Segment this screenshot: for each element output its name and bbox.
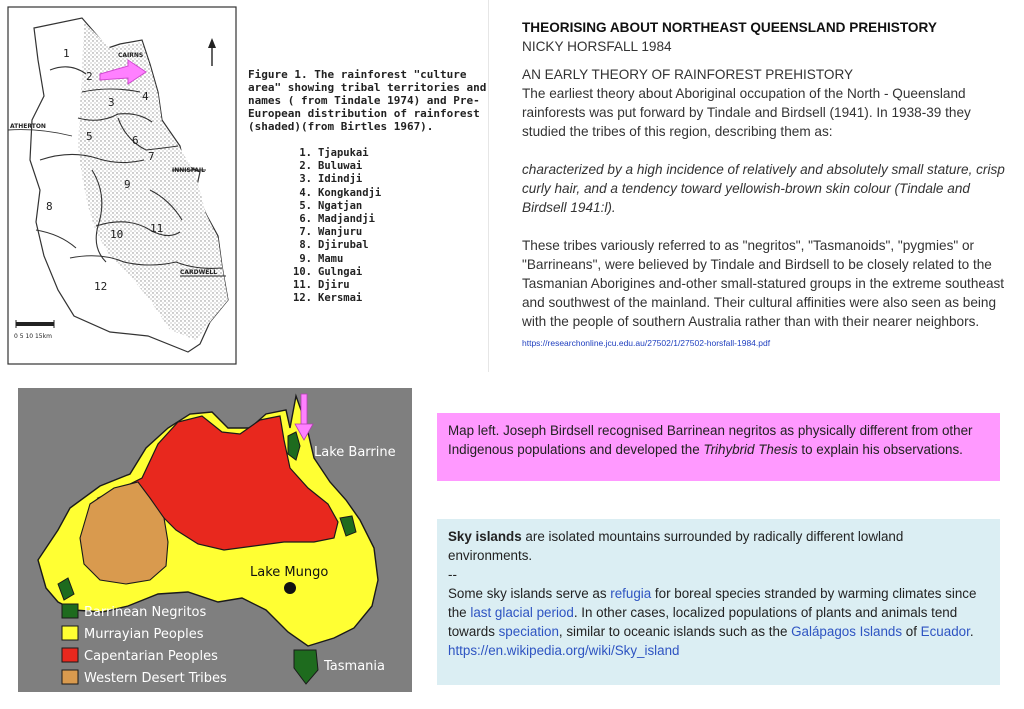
tribe-item <box>290 160 381 173</box>
tribe-item <box>290 226 381 239</box>
ecuador-link[interactable]: Ecuador <box>920 624 970 639</box>
caption-line: area" showing tribal territories and <box>248 81 487 94</box>
region-3: 3 <box>108 96 115 109</box>
speciation-link[interactable]: speciation <box>498 624 559 639</box>
rainforest-culture-area-figure <box>0 0 489 372</box>
article-author: NICKY HORSFALL 1984 <box>522 39 672 54</box>
tribe-number: 2. <box>299 160 312 173</box>
tribe-item <box>290 200 381 213</box>
tribe-number: 12. <box>293 292 312 305</box>
tribe-item <box>290 187 381 200</box>
tribe-item <box>290 213 381 226</box>
region-9: 9 <box>124 178 131 191</box>
article-paragraph-1: The earliest theory about Aboriginal occupation of the North - Queensland rainforests was put forward by Tindale and Birdsell (1941). In 1938-39 they studied the tribes of this region, describing them as: <box>522 86 971 139</box>
tribe-number: 3. <box>299 173 312 186</box>
legend-swatch <box>62 604 78 618</box>
lake-mungo-marker <box>284 582 296 594</box>
region-1: 1 <box>63 47 70 60</box>
label-lake-mungo: Lake Mungo <box>250 565 329 580</box>
tribe-name: Mamu <box>318 252 344 265</box>
legend-swatch <box>62 626 78 640</box>
caption-line: (shaded)(from Birtles 1967). <box>248 120 434 133</box>
article-title: THEORISING ABOUT NORTHEAST QUEENSLAND PREHISTORY <box>522 20 937 35</box>
legend-label: Western Desert Tribes <box>84 671 227 686</box>
region-4: 4 <box>142 90 149 103</box>
tribe-name: Djiru <box>318 279 350 292</box>
region-6: 6 <box>132 134 139 147</box>
tribe-name: Kersmai <box>318 292 363 305</box>
wikipedia-url-link[interactable]: https://en.wikipedia.org/wiki/Sky_island <box>448 643 680 658</box>
tribe-item <box>290 279 381 292</box>
tribe-number: 1. <box>299 147 312 159</box>
region-12: 12 <box>94 280 108 293</box>
tribe-list <box>290 147 381 305</box>
australia-map <box>18 388 412 692</box>
tribe-name: Ngatjan <box>318 199 363 212</box>
tribal-territory-map <box>0 0 488 372</box>
note-text-end: to explain his observations. <box>797 442 963 457</box>
region-11: 11 <box>150 222 164 235</box>
legend-swatch <box>62 670 78 684</box>
map-legend <box>62 604 227 686</box>
scale-label: 0 5 10 15km <box>14 333 52 340</box>
sky-islands-note <box>437 519 1000 685</box>
tribe-name: Gulngai <box>318 265 363 278</box>
legend-swatch <box>62 648 78 662</box>
tribe-item <box>290 147 381 160</box>
sky-islands-detail: Some sky islands serve as refugia for boreal species stranded by warming climates since the last glacial period. In other cases, localized populations of plants and animals tend towards speciation, similar to oceanic islands such as the Galápagos Islands of Ecuador. <box>448 586 977 639</box>
separator: -- <box>448 567 457 582</box>
region-2: 2 <box>86 70 93 83</box>
region-7: 7 <box>148 150 155 163</box>
legend-label: Barrinean Negritos <box>84 605 207 620</box>
label-innisfail: INNISFAIL <box>172 167 205 174</box>
caption-line: European distribution of rainforest <box>248 107 480 120</box>
region-10: 10 <box>110 228 124 241</box>
caption-line: Figure 1. The rainforest "culture <box>248 68 467 81</box>
article-paragraph-2: These tribes variously referred to as "negritos", "Tasmanoids", "pygmies" or "Barrineans", were believed by Tindale and Birdsell to be closely related to the Tasmanian Aborigines and-other small-statured groups in the extreme southeast and southwest of the mainland. Their cultural affinities were also seen as being with the people of southern Australia rather than with their nearer neighbors. <box>522 238 1005 329</box>
tribe-name: Buluwai <box>318 160 363 173</box>
trihybrid-thesis-term: Trihybrid Thesis <box>703 442 798 457</box>
figure-caption <box>248 68 488 133</box>
region-5: 5 <box>86 130 93 143</box>
sky-islands-definition <box>448 527 989 565</box>
article-quote: characterized by a high incidence of relatively and absolutely small stature, crisp curly hair, and a tendency toward yellowish-brown skin colour (Tindale and Birdsell 1941:l). <box>522 162 1005 215</box>
tribe-name: Madjandji <box>318 213 375 226</box>
tribe-number: 11. <box>293 279 312 292</box>
tribe-item <box>290 266 381 279</box>
tribe-name: Idindji <box>318 173 363 186</box>
galapagos-islands-link[interactable]: Galápagos Islands <box>791 624 903 639</box>
north-arrow-icon <box>208 38 216 66</box>
legend-label: Murrayian Peoples <box>84 627 204 642</box>
tribe-number: 5. <box>299 199 312 212</box>
legend-label: Capentarian Peoples <box>84 649 218 664</box>
label-tasmania: Tasmania <box>324 659 385 674</box>
tribe-number: 10. <box>293 265 312 278</box>
tribe-name: Wanjuru <box>318 226 363 239</box>
tribe-number: 8. <box>299 239 312 252</box>
source-link[interactable]: https://researchonline.jcu.edu.au/27502/1/27502-horsfall-1984.pdf <box>522 338 771 348</box>
label-atherton: ATHERTON <box>10 123 46 130</box>
tribe-name: Djirubal <box>318 239 369 252</box>
tribe-number: 6. <box>299 213 312 226</box>
label-cairns: CAIRNS <box>118 52 144 59</box>
australia-map-graphic <box>18 388 412 692</box>
refugia-link[interactable]: refugia <box>610 586 652 601</box>
label-lake-barrine: Lake Barrine <box>314 445 396 460</box>
last-glacial-period-link[interactable]: last glacial period <box>470 605 574 620</box>
tribe-number: 4. <box>299 186 312 199</box>
scale-bar <box>16 320 54 328</box>
article <box>522 18 1012 353</box>
tribe-item <box>290 253 381 266</box>
region-8: 8 <box>46 200 53 213</box>
note-text: Map left. Joseph Birdsell recognised Barrinean negritos as physically different from other Indigenous populations and developed the <box>448 423 973 457</box>
birdsell-note <box>437 413 1000 481</box>
definition-text: are isolated mountains surrounded by radically different lowland environments. <box>448 529 904 563</box>
section-heading: AN EARLY THEORY OF RAINFOREST PREHISTORY <box>522 67 854 82</box>
tribe-name: Kongkandji <box>318 186 382 199</box>
label-cardwell: CARDWELL <box>180 269 218 276</box>
caption-line: names ( from Tindale 1974) and Pre- <box>248 94 480 107</box>
tribe-item <box>290 173 381 186</box>
tribe-number: 7. <box>299 226 312 239</box>
tribe-name: Tjapukai <box>318 147 369 159</box>
sky-islands-term: Sky islands <box>448 529 522 544</box>
tribe-number: 9. <box>299 252 312 265</box>
tribe-item <box>290 239 381 252</box>
tribe-item <box>290 292 381 305</box>
